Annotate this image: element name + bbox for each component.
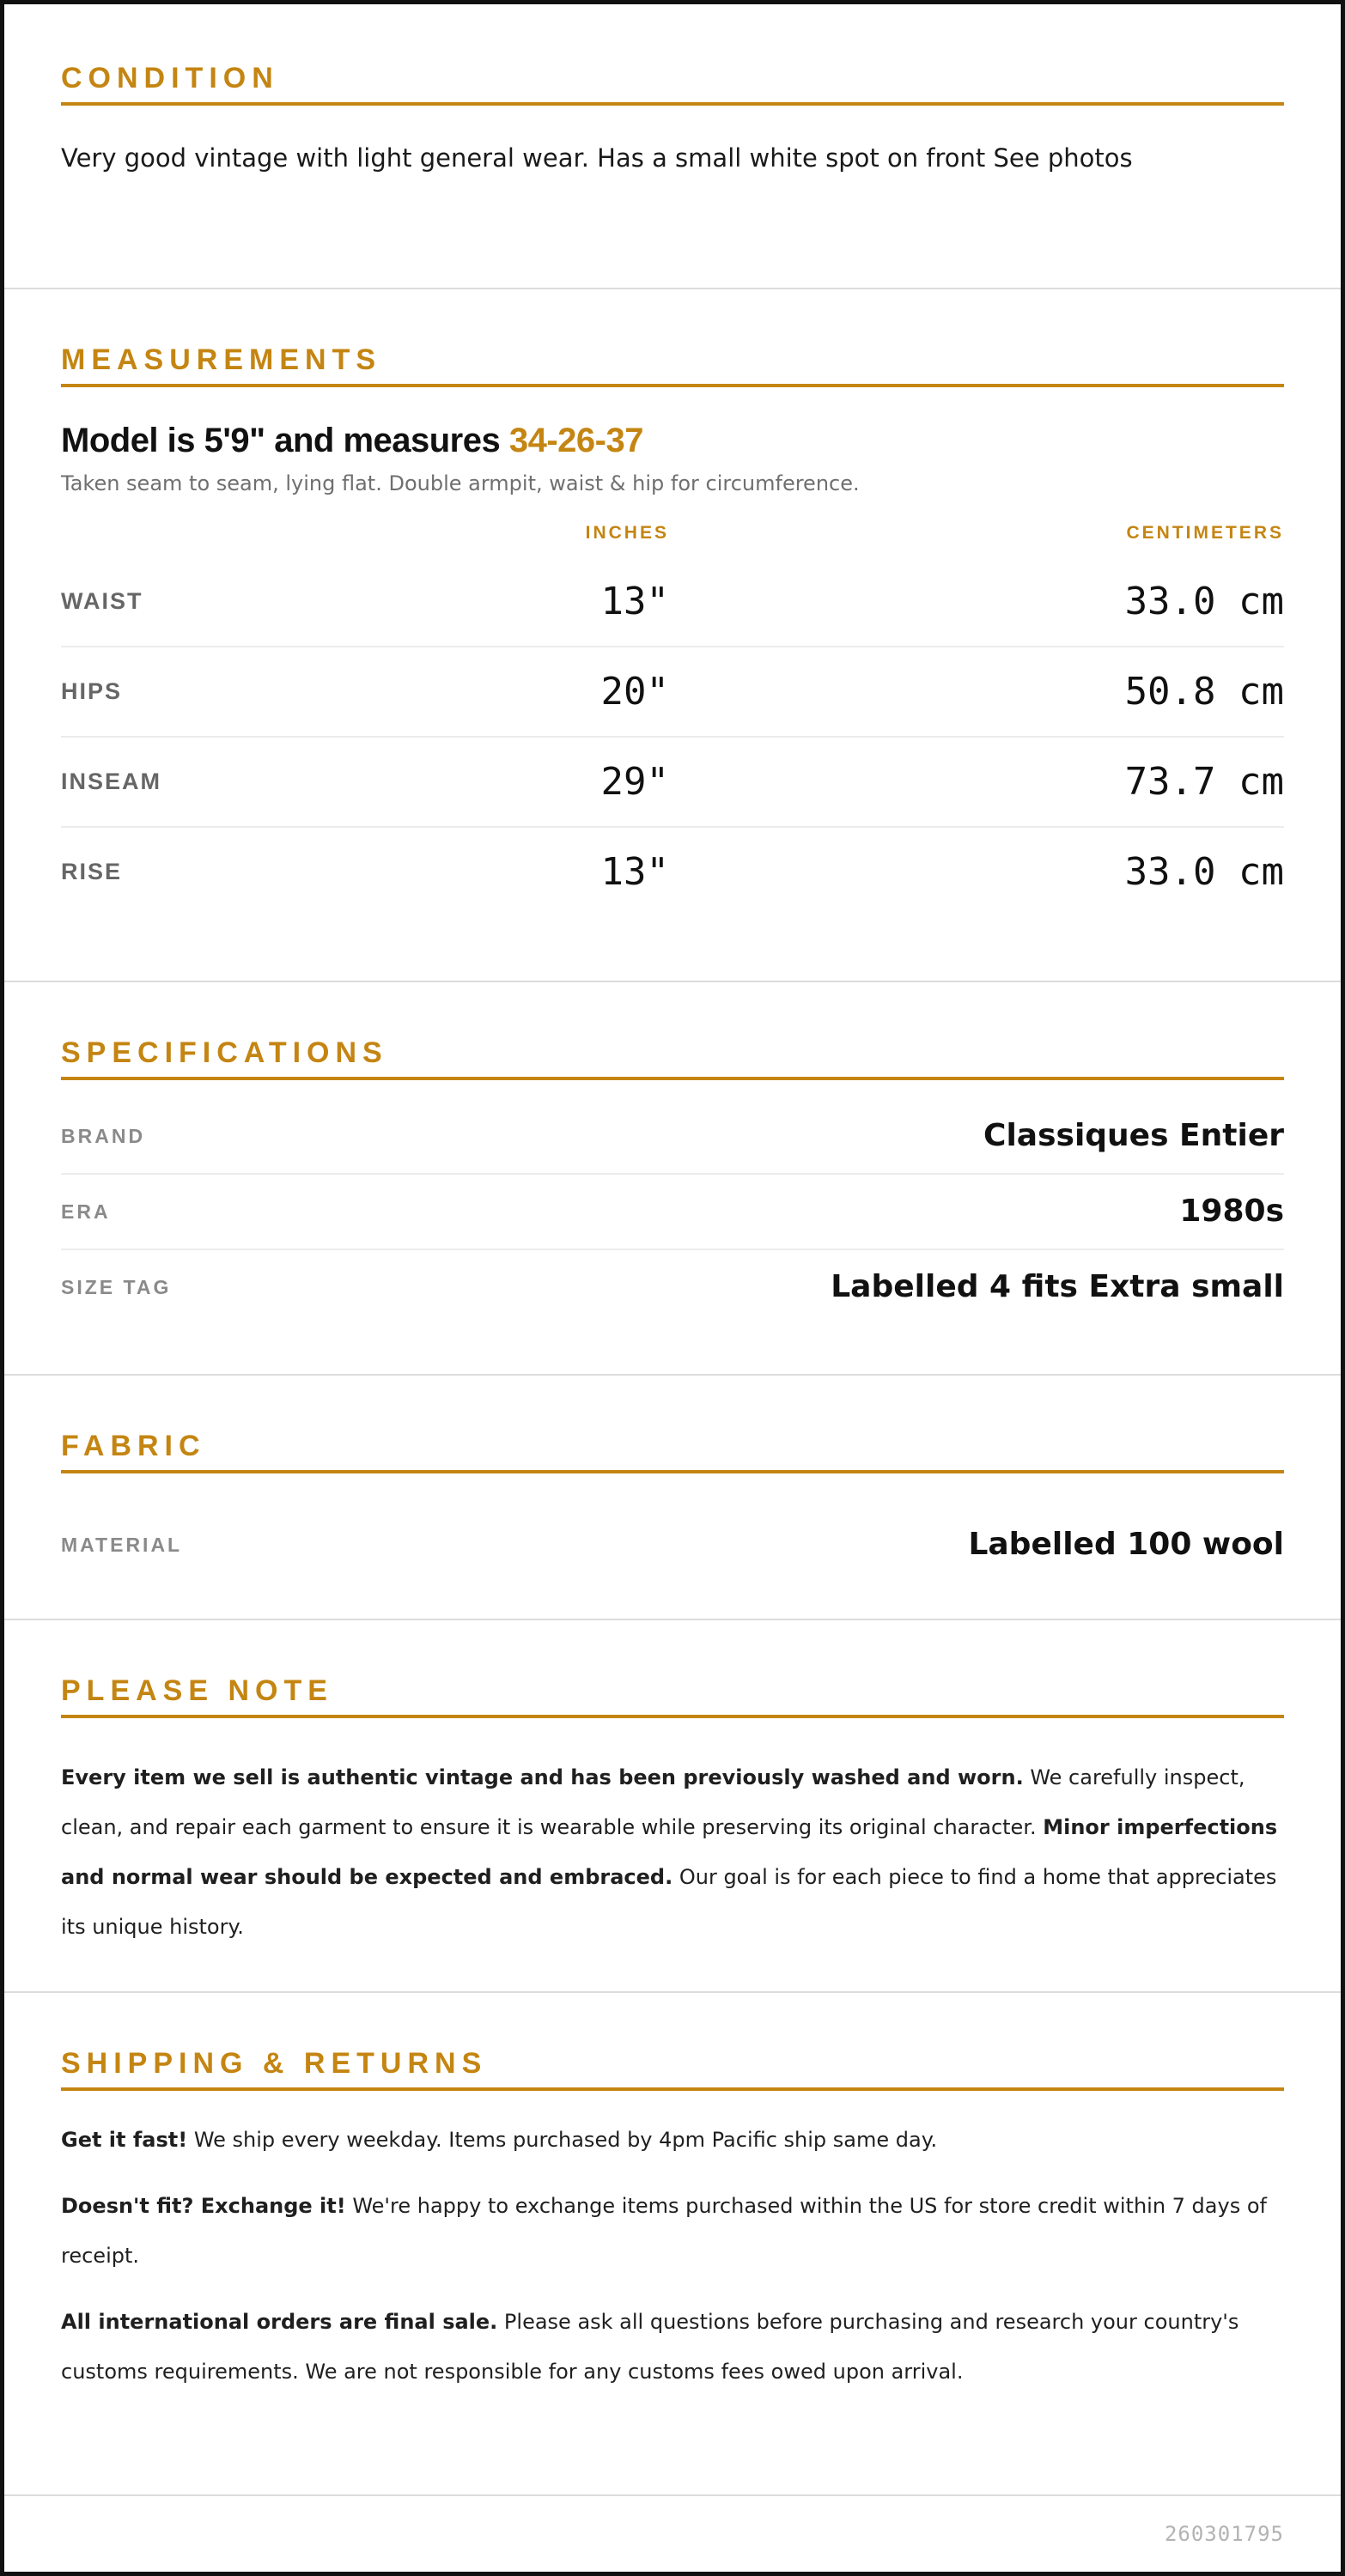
- measurement-label: RISE: [61, 859, 123, 884]
- fabric-section: [4, 1374, 1341, 1582]
- measurement-label: INSEAM: [61, 769, 162, 794]
- model-info-prefix: Model is 5'9" and measures: [61, 422, 509, 459]
- shipping-item-bold: Get it fast!: [61, 2128, 188, 2152]
- footer: [4, 2494, 1341, 2572]
- spec-value: Labelled 4 fits Extra small: [831, 1269, 1284, 1304]
- measurement-label: WAIST: [61, 588, 143, 614]
- measurement-inches: 13": [600, 850, 669, 894]
- spec-label: SIZE TAG: [61, 1276, 172, 1298]
- measurements-title: MEASUREMENTS: [61, 336, 1284, 387]
- fabric-title: FABRIC: [61, 1422, 1284, 1473]
- inches-header: INCHES: [585, 523, 669, 543]
- measurement-cm: 33.0 cm: [1124, 580, 1284, 623]
- note-text-2: Our goal is for each piece to find a home that appreciates its unique history.: [61, 1865, 1277, 1939]
- measurement-note: Taken seam to seam, lying flat. Double armpit, waist & hip for circumference.: [61, 471, 860, 495]
- measurement-inches: 13": [600, 580, 669, 623]
- shipping-item-text: We ship every weekday. Items purchased by 4pm Pacific ship same day.: [187, 2128, 938, 2152]
- shipping-item-text: We're happy to exchange items purchased within the US for store credit within 7 days of receipt.: [61, 2194, 1267, 2268]
- please-note-title: PLEASE NOTE: [61, 1667, 1284, 1718]
- model-measurements: 34-26-37: [508, 422, 643, 459]
- spec-row-size-tag: [61, 1250, 1284, 1324]
- shipping-item-text: Please ask all questions before purchasing and research your country's customs requirements. We are not responsible for any customs fees owed upon arrival.: [61, 2310, 1239, 2384]
- model-info: [61, 415, 1284, 466]
- condition-title: CONDITION: [61, 54, 1284, 106]
- condition-text: Very good vintage with light general wear. Has a small white spot on front See photos: [61, 143, 1133, 173]
- shipping-title: SHIPPING & RETURNS: [61, 2039, 1284, 2091]
- note-text-1: We carefully inspect, clean, and repair each garment to ensure it is wearable while preserving its original character.: [61, 1765, 1245, 1839]
- shipping-item: [61, 2181, 1284, 2281]
- measurement-column-headers: [61, 506, 1284, 557]
- please-note-section: [4, 1619, 1341, 1952]
- specifications-section: [4, 981, 1341, 1324]
- measurement-row-hips: [61, 647, 1284, 738]
- measurement-row-rise: [61, 828, 1284, 916]
- shipping-item-bold: Doesn't fit? Exchange it!: [61, 2194, 346, 2218]
- item-code: 260301795: [1164, 2522, 1284, 2546]
- measurement-row-inseam: [61, 738, 1284, 828]
- specifications-title: SPECIFICATIONS: [61, 1029, 1284, 1080]
- condition-section: [4, 54, 1341, 185]
- spec-row-material: [61, 1508, 1284, 1582]
- spec-row-brand: [61, 1099, 1284, 1175]
- spec-row-era: [61, 1175, 1284, 1250]
- shipping-section: [4, 1991, 1341, 2397]
- note-bold-2: Minor imperfections and normal wear should be expected and embraced.: [61, 1815, 1278, 1889]
- measurement-label: HIPS: [61, 678, 123, 704]
- spec-value: Labelled 100 wool: [968, 1527, 1284, 1562]
- shipping-item-bold: All international orders are final sale.: [61, 2310, 498, 2334]
- spec-value: Classiques Entier: [983, 1118, 1284, 1153]
- spec-label: BRAND: [61, 1125, 146, 1147]
- shipping-item: [61, 2115, 1284, 2165]
- spec-label: ERA: [61, 1200, 111, 1223]
- measurements-section: [4, 288, 1341, 916]
- spec-value: 1980s: [1179, 1194, 1284, 1229]
- measurement-inches: 29": [600, 760, 669, 804]
- note-bold-1: Every item we sell is authentic vintage and has been previously washed and worn.: [61, 1765, 1024, 1789]
- spec-label: MATERIAL: [61, 1534, 183, 1556]
- please-note-text: [61, 1753, 1284, 1952]
- measurement-cm: 33.0 cm: [1124, 850, 1284, 894]
- measurement-cm: 73.7 cm: [1124, 760, 1284, 804]
- centimeters-header: CENTIMETERS: [1126, 523, 1284, 543]
- measurement-row-waist: [61, 557, 1284, 647]
- measurement-cm: 50.8 cm: [1124, 670, 1284, 714]
- shipping-item: [61, 2297, 1284, 2397]
- measurement-inches: 20": [600, 670, 669, 714]
